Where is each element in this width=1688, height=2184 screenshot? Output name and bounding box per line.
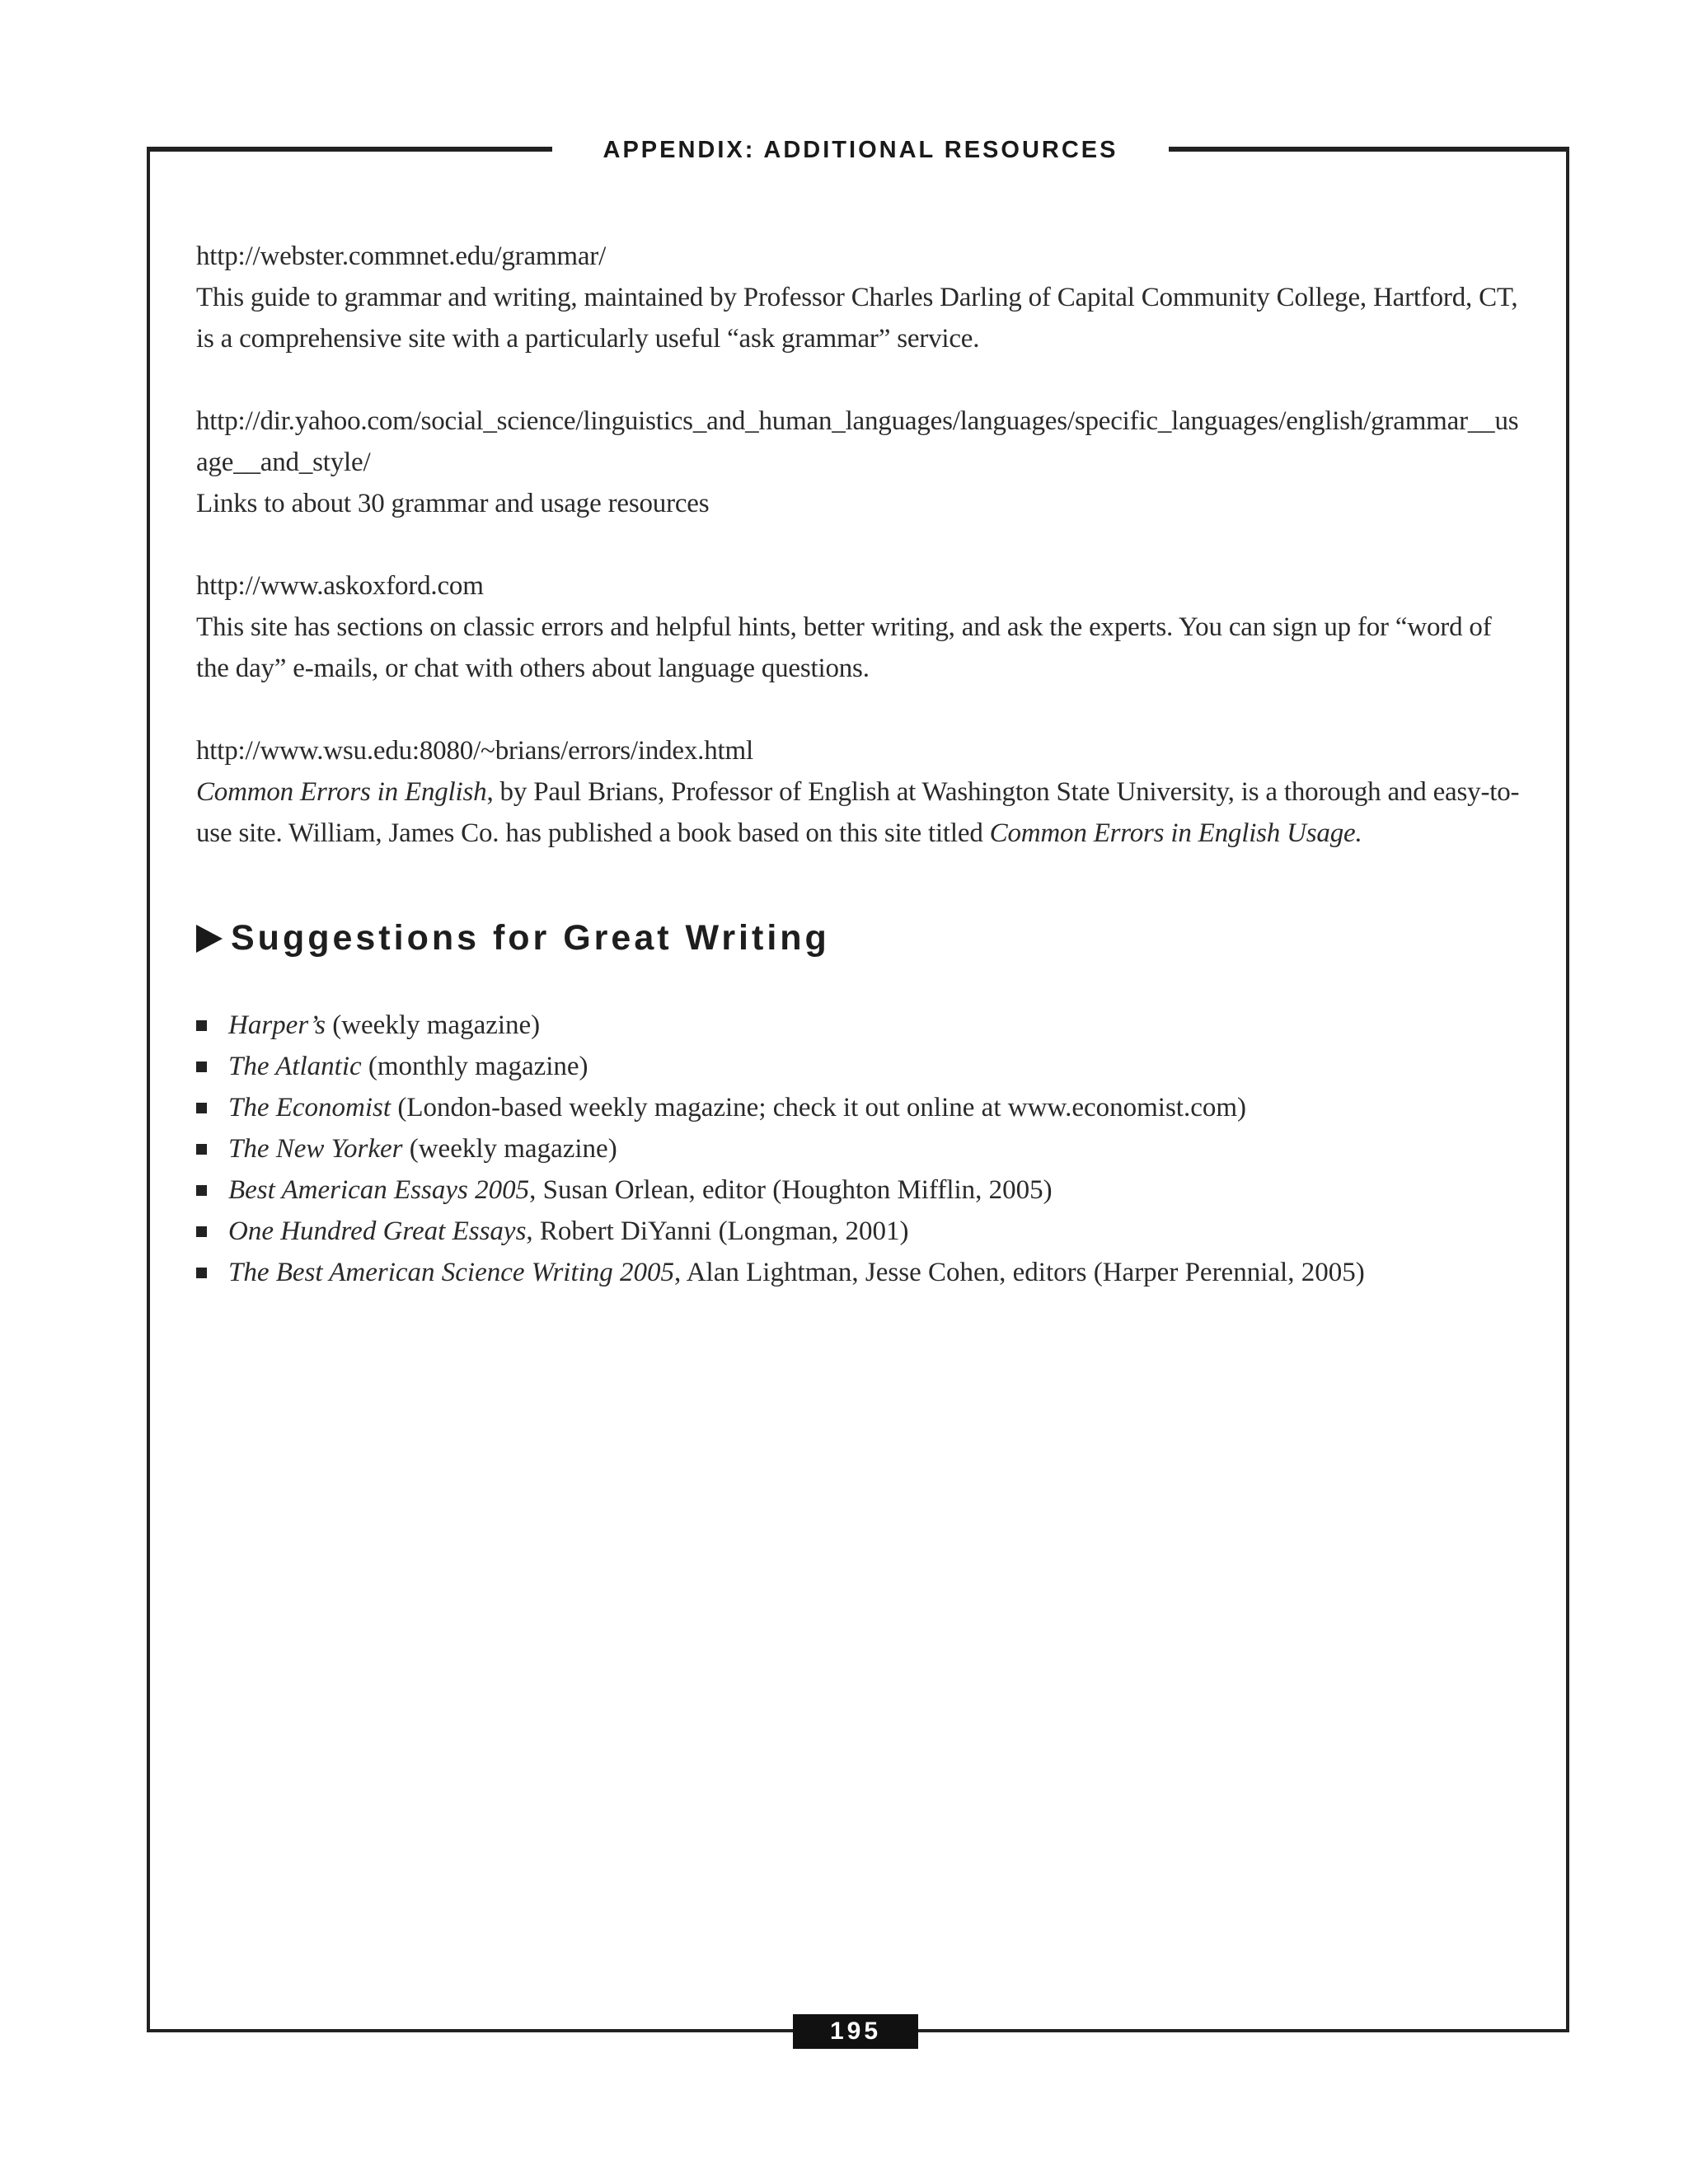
square-bullet-icon [196, 1226, 207, 1237]
running-head: APPENDIX: ADDITIONAL RESOURCES [603, 137, 1118, 163]
item-detail: (London-based weekly magazine; check it out online at www.economist.com) [391, 1093, 1247, 1122]
resource-description [196, 771, 1525, 854]
top-rule-right [1169, 147, 1569, 152]
top-rule-left [147, 147, 552, 152]
square-bullet-icon [196, 1185, 207, 1196]
item-title: Harper’s [228, 1010, 326, 1040]
item-detail: (monthly magazine) [361, 1052, 588, 1081]
square-bullet-icon [196, 1103, 207, 1113]
resource-entry [196, 401, 1525, 524]
resource-url: http://webster.commnet.edu/grammar/ [196, 241, 607, 271]
page-number: 195 [793, 2014, 918, 2049]
resource-url: http://www.askoxford.com [196, 571, 484, 601]
item-title: Best American Essays 2005 [228, 1175, 530, 1205]
item-title: One Hundred Great Essays [228, 1216, 527, 1246]
section-title: Suggestions for Great Writing [231, 918, 830, 958]
item-title: The Economist [228, 1093, 392, 1122]
list-item [196, 1211, 1525, 1252]
resource-site-title: Common Errors in English [196, 777, 487, 807]
resource-entry [196, 236, 1525, 359]
resource-description: Links to about 30 grammar and usage resources [196, 489, 710, 518]
resource-url: http://dir.yahoo.com/social_science/linguistics_and_human_languages/languages/specific_languages/english/grammar__usage__and_style/ [196, 406, 1519, 477]
square-bullet-icon [196, 1268, 207, 1278]
resource-entry [196, 565, 1525, 689]
resource-description-text: , by Paul Brians, Professor of English at Washington State University, is a thorough and easy-to-use site. William, James Co. has published a book based on this site titled [196, 777, 1520, 848]
list-item [196, 1252, 1525, 1293]
item-detail: (weekly magazine) [402, 1134, 617, 1164]
section-heading [196, 918, 1525, 958]
list-item [196, 1128, 1525, 1169]
item-detail: , Robert DiYanni (Longman, 2001) [526, 1216, 909, 1246]
square-bullet-icon [196, 1020, 207, 1031]
list-item [196, 1169, 1525, 1211]
list-item [196, 1046, 1525, 1087]
item-title: The Best American Science Writing 2005 [228, 1258, 675, 1287]
resource-description: This guide to grammar and writing, maintained by Professor Charles Darling of Capital Community College, Hartford, CT, is a comprehensive site with a particularly useful “ask grammar” service. [196, 283, 1518, 354]
page-content [196, 236, 1525, 1293]
resource-entry [196, 730, 1525, 854]
resource-book-title: Common Errors in English Usage. [989, 818, 1362, 848]
resource-url: http://www.wsu.edu:8080/~brians/errors/index.html [196, 736, 753, 766]
triangle-right-icon [196, 925, 223, 953]
list-item [196, 1005, 1525, 1046]
item-detail: (weekly magazine) [325, 1010, 541, 1040]
resource-description: This site has sections on classic errors and helpful hints, better writing, and ask the experts. You can sign up for “word of the day” e-mails, or chat with others about language questions. [196, 612, 1492, 683]
suggestions-list [196, 1005, 1525, 1293]
list-item [196, 1087, 1525, 1128]
item-detail: , Susan Orlean, editor (Houghton Mifflin, 2005) [529, 1175, 1053, 1205]
square-bullet-icon [196, 1144, 207, 1155]
item-title: The New Yorker [228, 1134, 403, 1164]
item-detail: , Alan Lightman, Jesse Cohen, editors (Harper Perennial, 2005) [674, 1258, 1365, 1287]
item-title: The Atlantic [228, 1052, 362, 1081]
square-bullet-icon [196, 1062, 207, 1072]
